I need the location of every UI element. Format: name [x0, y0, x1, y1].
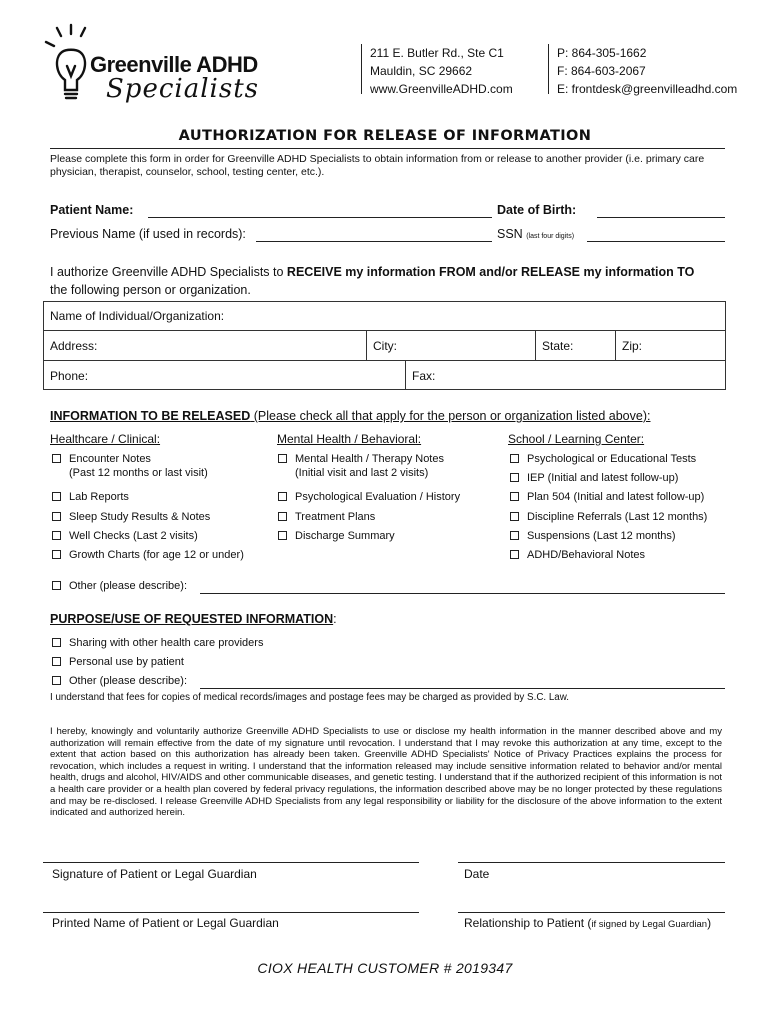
- checkbox[interactable]: [52, 492, 61, 501]
- purpose-other-field[interactable]: [200, 688, 725, 689]
- phone-number: P: 864-305-1662: [557, 46, 647, 60]
- checkbox[interactable]: [52, 550, 61, 559]
- checkbox[interactable]: [52, 657, 61, 666]
- check-purpose-other[interactable]: [52, 674, 187, 688]
- authorize-pre: I authorize Greenville ADHD Specialists to: [50, 265, 287, 279]
- title-rule: [50, 148, 725, 149]
- date-label: Date: [464, 867, 490, 881]
- check-psych-evaluation[interactable]: [278, 490, 460, 504]
- info-heading: [50, 409, 650, 423]
- checkbox[interactable]: [52, 512, 61, 521]
- check-iep[interactable]: [510, 471, 678, 485]
- item-label: Sleep Study Results & Notes: [69, 511, 211, 523]
- contact-block: [557, 44, 737, 98]
- printed-name-field[interactable]: [43, 912, 419, 913]
- item-label: Psychological Evaluation / History: [295, 491, 461, 503]
- relationship-label: [464, 916, 711, 930]
- checkbox[interactable]: [278, 512, 287, 521]
- date-field[interactable]: [458, 862, 725, 863]
- printed-name-label: Printed Name of Patient or Legal Guardian: [52, 916, 279, 930]
- check-suspensions[interactable]: [510, 529, 676, 543]
- patient-name-field[interactable]: [148, 217, 492, 218]
- signature-label: Signature of Patient or Legal Guardian: [52, 867, 257, 881]
- consent-paragraph: I hereby, knowingly and voluntarily authorize Greenville ADHD Specialists to use or disclose my health information in the manner described above and my authorization will remain effective from the date of my signature until revocation. I understand that I may revoke this authorization at any time, except to the extent that action based on this authorization has already been taken. Greenville ADHD Specialists' Notice of Privacy Practices explains the process for revocation, which includes a request in writing. I understand that the information released may include sensitive information related to behavior and/or mental health, drugs and alcohol, HIV/AIDS and other communicable diseases, and genetic testing. I understand that if the authorized recipient of this information is not a health care provider or a health plan covered by federal privacy regulations, the information described above may be no longer protected by these regulations and may be re-disclosed. I release Greenville ADHD Specialists from any legal responsibility or liability for the disclosure of the above information to the extent indicated and authorized herein.: [50, 726, 722, 819]
- check-lab-reports[interactable]: [52, 490, 129, 504]
- org-state-field[interactable]: State:: [542, 339, 574, 353]
- checkbox[interactable]: [52, 454, 61, 463]
- relationship-close: ): [707, 916, 712, 930]
- checkbox[interactable]: [52, 581, 61, 590]
- patient-name-label: Patient Name:: [50, 203, 134, 217]
- purpose-heading-title: PURPOSE/USE OF REQUESTED INFORMATION: [50, 612, 334, 626]
- email-link[interactable]: E: frontdesk@greenvilleadhd.com: [557, 82, 738, 96]
- customer-number: CIOX HEALTH CUSTOMER # 2019347: [257, 960, 513, 976]
- header-divider-2: [548, 44, 549, 94]
- signature-field[interactable]: [43, 862, 419, 863]
- item-label: Well Checks (Last 2 visits): [69, 530, 198, 542]
- relationship-note: if signed by Legal Guardian: [591, 919, 708, 930]
- ssn-note: (last four digits): [526, 233, 575, 240]
- logo-subtitle: Specialists: [106, 74, 259, 104]
- item-label: Other (please describe):: [69, 675, 187, 687]
- purpose-heading-colon: :: [333, 612, 337, 626]
- check-purpose-personal[interactable]: [52, 655, 184, 669]
- org-phone-field[interactable]: Phone:: [50, 369, 89, 383]
- org-col-divider-4: [405, 360, 406, 390]
- ssn-label: [497, 227, 574, 241]
- org-address-field[interactable]: Address:: [50, 339, 98, 353]
- org-fax-field[interactable]: Fax:: [412, 369, 436, 383]
- relationship-field[interactable]: [458, 912, 725, 913]
- authorize-text: [50, 263, 730, 299]
- form-title: AUTHORIZATION FOR RELEASE OF INFORMATION: [178, 128, 592, 144]
- check-purpose-sharing[interactable]: [52, 636, 263, 650]
- org-col-divider-2: [535, 330, 536, 360]
- item-sublabel: (Initial visit and last 2 visits): [295, 467, 429, 479]
- check-well-checks[interactable]: [52, 529, 198, 543]
- checkbox[interactable]: [510, 512, 519, 521]
- org-name-field[interactable]: Name of Individual/Organization:: [50, 309, 225, 323]
- dob-field[interactable]: [597, 217, 725, 218]
- fax-number: F: 864-603-2067: [557, 64, 646, 78]
- check-info-other[interactable]: [52, 579, 187, 593]
- fees-text: I understand that fees for copies of medical records/images and postage fees may be charged as provided by S.C. Law.: [50, 692, 569, 703]
- item-label: Sharing with other health care providers: [69, 637, 264, 649]
- website-link[interactable]: www.GreenvilleADHD.com: [370, 82, 513, 96]
- checkbox[interactable]: [510, 492, 519, 501]
- item-label: IEP (Initial and latest follow-up): [527, 472, 679, 484]
- intro-text: Please complete this form in order for Greenville ADHD Specialists to obtain information from or release to another provider (i.e. primary care physician, therapist, counselor, school, testing center, etc.).: [50, 153, 705, 178]
- info-heading-title: INFORMATION TO BE RELEASED: [50, 409, 251, 423]
- item-label: Discipline Referrals (Last 12 months): [527, 511, 708, 523]
- item-label: Personal use by patient: [69, 656, 184, 668]
- check-treatment-plans[interactable]: [278, 510, 375, 524]
- org-col-divider-1: [366, 330, 367, 360]
- info-other-field[interactable]: [200, 593, 725, 594]
- item-label: Lab Reports: [69, 491, 129, 503]
- org-zip-field[interactable]: Zip:: [622, 339, 643, 353]
- check-psych-tests[interactable]: [510, 452, 696, 466]
- item-label: ADHD/Behavioral Notes: [527, 549, 645, 561]
- ssn-text: SSN: [497, 227, 523, 241]
- checkbox[interactable]: [52, 676, 61, 685]
- check-sleep-study[interactable]: [52, 510, 210, 524]
- item-label: Growth Charts (for age 12 or under): [69, 549, 244, 561]
- item-label: Psychological or Educational Tests: [527, 453, 697, 465]
- check-therapy-notes[interactable]: [278, 452, 444, 480]
- check-discipline-referrals[interactable]: [510, 510, 707, 524]
- address-line-1: 211 E. Butler Rd., Ste C1: [370, 46, 504, 60]
- header-divider-1: [361, 44, 362, 94]
- check-encounter-notes[interactable]: [52, 452, 208, 480]
- item-label: Treatment Plans: [295, 511, 376, 523]
- item-label: Other (please describe):: [69, 580, 187, 592]
- checkbox[interactable]: [278, 454, 287, 463]
- item-label: Encounter Notes: [69, 453, 151, 465]
- purpose-heading: [50, 612, 337, 626]
- checkbox[interactable]: [52, 638, 61, 647]
- org-row-divider-1: [43, 330, 726, 331]
- checkbox[interactable]: [510, 454, 519, 463]
- org-city-field[interactable]: City:: [373, 339, 397, 353]
- checkbox[interactable]: [52, 531, 61, 540]
- item-label: Discharge Summary: [295, 530, 395, 542]
- col-school-title: School / Learning Center:: [508, 432, 645, 446]
- item-label: Mental Health / Therapy Notes: [295, 453, 444, 465]
- org-col-divider-3: [615, 330, 616, 360]
- checkbox[interactable]: [278, 492, 287, 501]
- info-heading-note: (Please check all that apply for the person or organization listed above):: [250, 409, 651, 423]
- dob-label: Date of Birth:: [497, 203, 577, 217]
- authorize-post: the following person or organization.: [50, 283, 251, 297]
- authorize-bold: RECEIVE my information FROM and/or RELEASE my information TO: [286, 265, 695, 279]
- checkbox[interactable]: [510, 473, 519, 482]
- ssn-field[interactable]: [587, 241, 725, 242]
- relationship-text: Relationship to Patient (: [464, 916, 592, 930]
- logo: [40, 22, 290, 104]
- col-mental-title: Mental Health / Behavioral:: [277, 432, 422, 446]
- previous-name-label: Previous Name (if used in records):: [50, 227, 246, 241]
- check-adhd-notes[interactable]: [510, 548, 645, 562]
- checkbox[interactable]: [510, 550, 519, 559]
- col-healthcare-title: Healthcare / Clinical:: [50, 432, 161, 446]
- checkbox[interactable]: [510, 531, 519, 540]
- check-growth-charts[interactable]: [52, 548, 244, 562]
- previous-name-field[interactable]: [256, 241, 492, 242]
- address-block: [370, 44, 513, 98]
- item-sublabel: (Past 12 months or last visit): [69, 467, 208, 479]
- item-label: Plan 504 (Initial and latest follow-up): [527, 491, 705, 503]
- item-label: Suspensions (Last 12 months): [527, 530, 676, 542]
- org-row-divider-2: [43, 360, 726, 361]
- logo-title: Greenville ADHD: [90, 52, 258, 77]
- checkbox[interactable]: [278, 531, 287, 540]
- address-line-2: Mauldin, SC 29662: [370, 64, 473, 78]
- check-plan-504[interactable]: [510, 490, 704, 504]
- check-discharge-summary[interactable]: [278, 529, 395, 543]
